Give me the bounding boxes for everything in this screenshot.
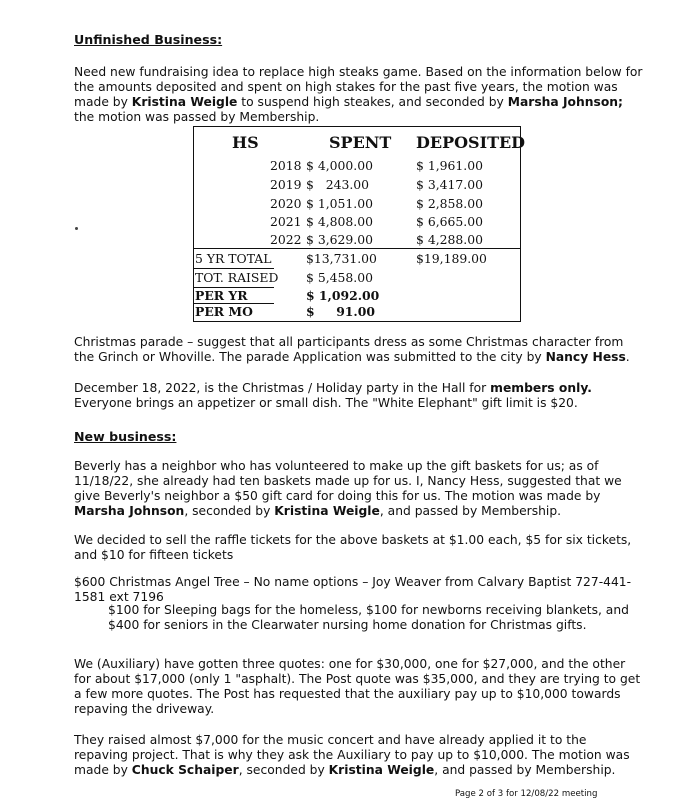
new-business-heading: New business: — [74, 429, 177, 444]
raised-label: TOT. RAISED — [195, 270, 279, 285]
row-deposited: $ 2,858.00 — [416, 196, 483, 211]
row-year: 2022 — [270, 232, 302, 247]
col-hs-header: HS — [232, 133, 259, 152]
repaving-quotes-paragraph: We (Auxiliary) have gotten three quotes: one for $30,000, one for $27,000, and the other for about $17,000 (only 1 "asphalt). The Post quote was $35,000, and they are trying to get a few more quotes. The Post has requested that the auxiliary pay up to $10,000 towards repaving the driveway. — [74, 657, 641, 716]
total-spent: $13,731.00 — [306, 251, 377, 266]
row-deposited: $ 4,288.00 — [416, 232, 483, 247]
raised-value: $ 5,458.00 — [306, 270, 373, 285]
peryr-label: PER YR — [195, 288, 248, 303]
permo-label: PER MO — [195, 304, 253, 319]
row-spent: $ 4,000.00 — [306, 158, 373, 173]
col-spent-header: SPENT — [329, 133, 392, 152]
row-spent: $ 3,629.00 — [306, 232, 373, 247]
row-spent: $ 1,051.00 — [306, 196, 373, 211]
unfinished-business-paragraph: Need new fundraising idea to replace high steaks game. Based on the information below for the amounts deposited and spent on high stakes for the past five years, the motion was made by Kristina Weigle to suspend high steakes, and seconded by Marsha Johnson; the motion was passed by Membership. — [74, 65, 643, 124]
raffle-paragraph: We decided to sell the raffle tickets for the above baskets at $1.00 each, $5 for six tickets, and $10 for fifteen tickets — [74, 533, 632, 562]
row-spent: $ 243.00 — [306, 177, 370, 192]
row-deposited: $ 3,417.00 — [416, 177, 483, 192]
row-year: 2021 — [270, 214, 302, 229]
row-year: 2019 — [270, 177, 302, 192]
row-year: 2018 — [270, 158, 302, 173]
total-deposited: $19,189.00 — [416, 251, 487, 266]
row-year: 2020 — [270, 196, 302, 211]
total-divider — [194, 248, 520, 249]
row-spent: $ 4,808.00 — [306, 214, 373, 229]
stray-dot — [75, 227, 78, 230]
row-deposited: $ 6,665.00 — [416, 214, 483, 229]
page-footer: Page 2 of 3 for 12/08/22 meeting — [455, 789, 598, 799]
christmas-parade-paragraph: Christmas parade – suggest that all participants dress as some Christmas character from the Grinch or Whoville. The parade Application was submitted to the city by Nancy Hess. — [74, 335, 630, 364]
holiday-party-paragraph: December 18, 2022, is the Christmas / Holiday party in the Hall for members only. Everyone brings an appetizer or small dish. The "White Elephant" gift limit is $20. — [74, 381, 592, 410]
row-deposited: $ 1,961.00 — [416, 158, 483, 173]
total-label: 5 YR TOTAL — [195, 251, 272, 266]
col-deposited-header: DEPOSITED — [416, 133, 526, 152]
angel-tree-details: $100 for Sleeping bags for the homeless, $100 for newborns receiving blankets, and $400 for seniors in the Clearwater nursing home donation for Christmas gifts. — [108, 603, 629, 632]
permo-value: $ 91.00 — [306, 304, 375, 319]
gift-basket-paragraph: Beverly has a neighbor who has volunteered to make up the gift baskets for us; as of 11/18/22, she already had ten baskets made up for us. I, Nancy Hess, suggested that we give Beverly's neighbor a $50 gift card for doing this for us. The motion was made by Marsha Johnson, seconded by Kristina Weigle, and passed by Membership. — [74, 459, 622, 518]
repaving-motion-paragraph: They raised almost $7,000 for the music concert and have already applied it to the repaving project. That is why they ask the Auxiliary to pay up to $10,000. The motion was made by Chuck Schaiper, seconded by Kristina Weigle, and passed by Membership. — [74, 733, 630, 777]
label-divider — [194, 268, 274, 269]
high-stakes-table — [193, 126, 526, 322]
angel-tree-paragraph: $600 Christmas Angel Tree – No name options – Joy Weaver from Calvary Baptist 727-441-1581 ext 7196 — [74, 575, 632, 604]
peryr-value: $ 1,092.00 — [306, 288, 380, 303]
unfinished-business-heading: Unfinished Business: — [74, 32, 223, 47]
